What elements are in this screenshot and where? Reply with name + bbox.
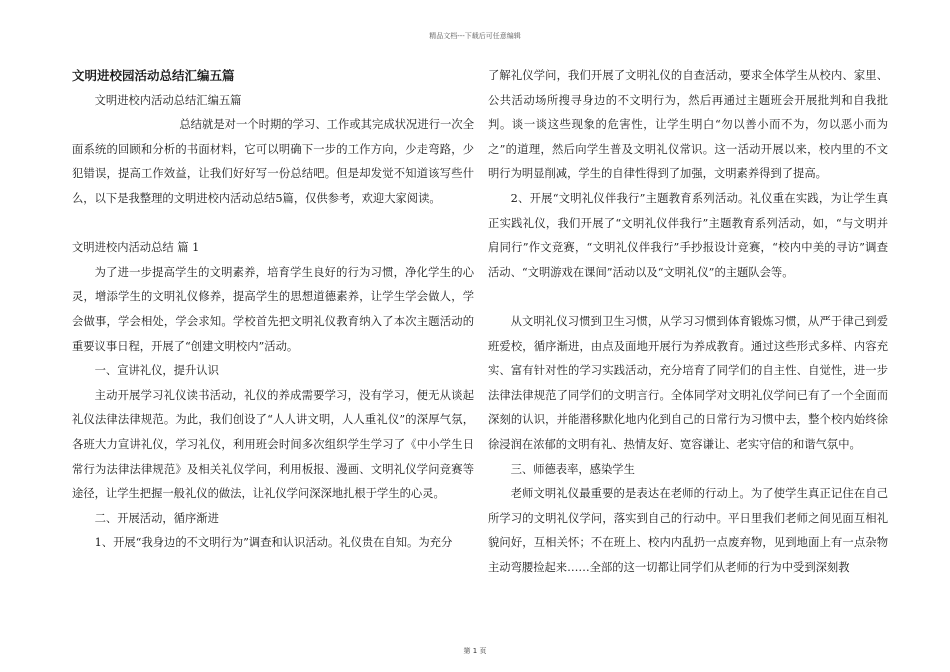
intro-paragraph: 总结就是对一个时期的学习、工作或其完成状况进行一次全面系统的回顾和分析的书面材料，它可以明确下一步的工作方向，少走弯路，少犯错误，提高工作效益，让我们好好写一份总结吧。但是却发觉不知道该写些什么，以下是我整理的文明进校内活动总结5篇，仅供参考，欢迎大家阅读。 <box>72 118 474 205</box>
paragraph-6: 老师文明礼仪最重要的是表达在老师的行动上。为了使学生真正记住在自己所学习的文明礼仪学问，落实到自己的行动中。平日里我们老师之间见面互相礼貌问好，互相关怀；不在班上、校内内乱扔一点废弃物，见到地面上有一点杂物主动弯腰捡起来……全部的这一切都让同学们从老师的行为中受到深刻教 <box>488 487 888 574</box>
heading-3: 三、师德表率，感染学生 <box>510 462 635 476</box>
document-title: 文明进校园活动总结汇编五篇 <box>72 68 235 83</box>
spacer <box>72 212 474 237</box>
paragraph-4: 2、开展“文明礼仪伴我行”主题教育系列活动。礼仪重在实践，为让学生真正实践礼仪，我们开展了“文明礼仪伴我行”主题教育系列活动，如，“与文明并肩同行”作文竞赛，“文明礼仪伴我行”手抄报设计竞赛，“校内中美的寻访”调查活动、“文明游戏在课间”活动以及“文明礼仪”的主题队会等。 <box>488 191 888 279</box>
spacer <box>488 285 888 310</box>
page-header: 精品文档---下载后可任意编辑 <box>429 32 521 40</box>
left-column <box>72 64 474 556</box>
paragraph-5: 从文明礼仪习惯到卫生习惯，从学习习惯到体育锻炼习惯，从严于律己到爱班爱校，循序渐进，由点及面地开展行为养成教育。通过这些形式多样、内容充实、富有针对性的学习实践活动，充分培育了同学们的自主性、自觉性，进一步法律法律规范了同学们的文明言行。全体同学对文明礼仪学问已有了一个全面而深刻的认识，并能潜移默化地内化到自己的日常行为习惯中去，整个校内始终徐徐浸润在浓郁的文明有礼、热情友好、宽容谦让、老实守信的和谐气氛中。 <box>488 314 888 451</box>
paragraph-1: 为了进一步提高学生的文明素养，培育学生良好的行为习惯，净化学生的心灵，增添学生的文明礼仪修养，提高学生的思想道德素养，让学生学会做人，学会做事，学会相处，学会求知。学校首先把文明礼仪教育纳入了本次主题活动的重要议事日程，开展了“创建文明校内”活动。 <box>72 265 474 353</box>
paragraph-3-start: 1、开展“我身边的不文明行为”调查和认识活动。礼仪贵在自知。为充分 <box>94 536 453 550</box>
document-subtitle: 文明进校内活动总结汇编五篇 <box>94 93 242 107</box>
paragraph-3-cont: 了解礼仪学问，我们开展了文明礼仪的自查活动，要求全体学生从校内、家里、公共活动场所搜寻身边的不文明行为，然后再通过主题班会开展批判和自我批判。谈一谈这些现象的危害性，让学生明白“勿以善小而不为，勿以恶小而为之”的道理，然后向学生普及文明礼仪常识。这一活动开展以来，校内里的不文明行为明显削减，学生的自律性得到了加强，文明素养得到了提高。 <box>488 69 888 181</box>
section-heading: 文明进校内活动总结 篇 1 <box>72 241 200 255</box>
heading-2: 二、开展活动，循序渐进 <box>94 511 219 525</box>
paragraph-2: 主动开展学习礼仪读书活动，礼仪的养成需要学习，没有学习，便无从谈起礼仪法律法律规范。为此，我们创设了“人人讲文明，人人重礼仪”的深厚气氛，各班大力宣讲礼仪，学习礼仪，利用班会时间多次组织学生学习了《中小学生日常行为法律法律规范》及相关礼仪学问，利用板报、漫画、文明礼仪学问竞赛等途径，让学生把握一般礼仪的做法，让礼仪学问深深地扎根于学生的心灵。 <box>72 388 474 501</box>
right-column <box>488 64 888 580</box>
page-footer: 第 1 页 <box>463 647 487 655</box>
heading-1: 一、宣讲礼仪，提升认识 <box>94 364 219 378</box>
